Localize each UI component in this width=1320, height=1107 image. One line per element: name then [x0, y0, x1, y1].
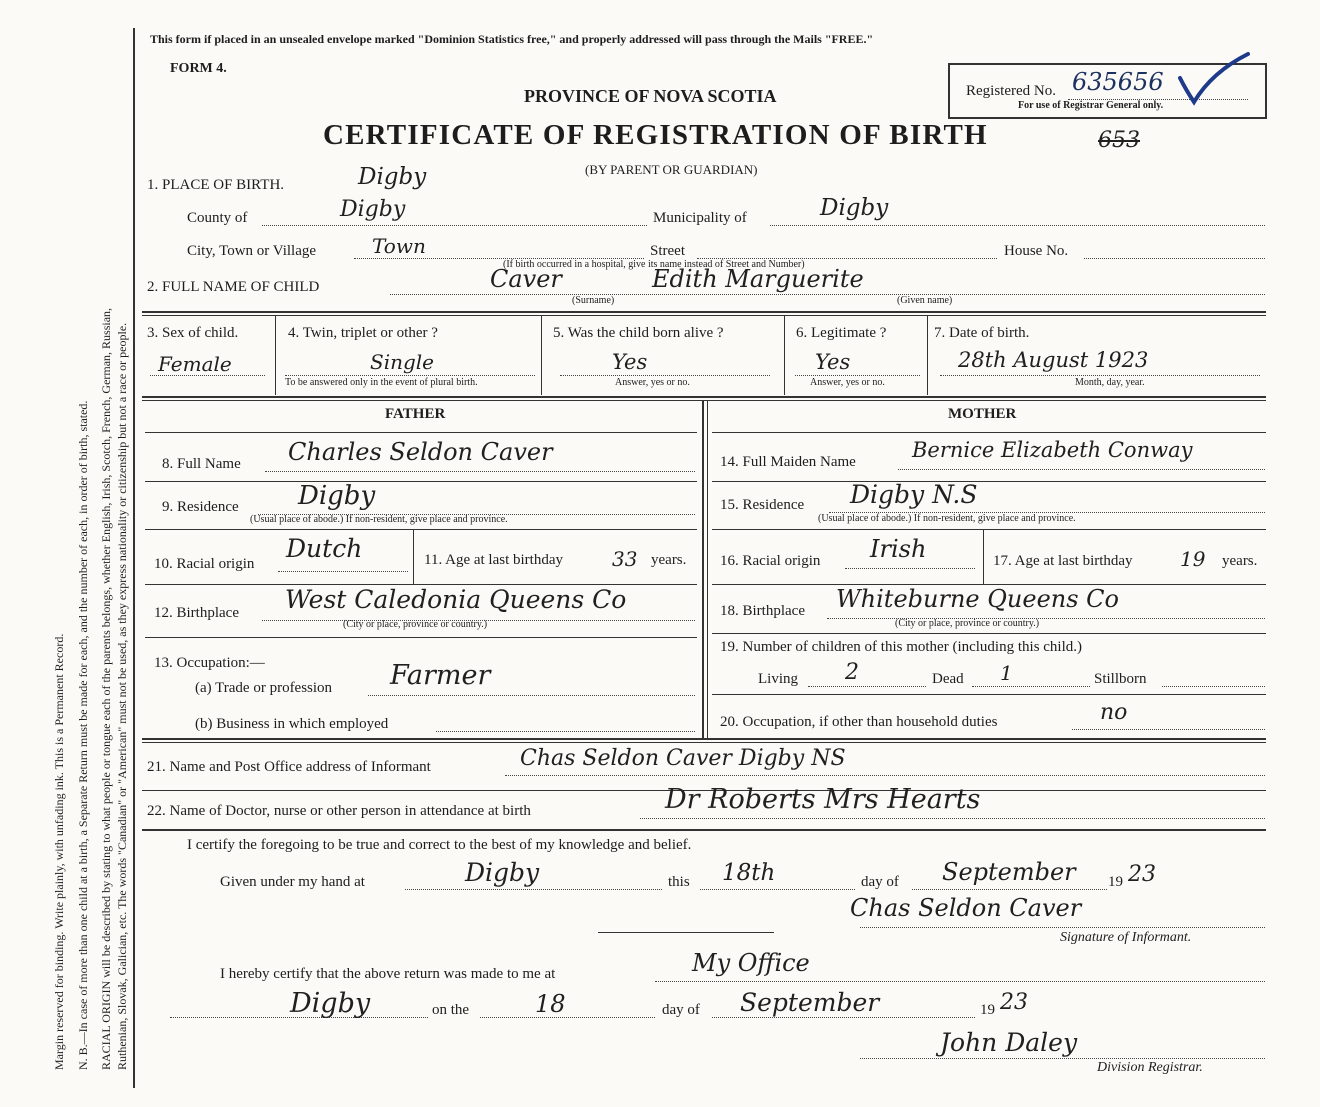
- father-heading: FATHER: [385, 406, 446, 422]
- province-heading: PROVINCE OF NOVA SCOTIA: [524, 86, 777, 106]
- house-number-label: House No.: [1004, 243, 1069, 259]
- registrar-office: My Office: [692, 949, 810, 977]
- stillborn-line: [1162, 686, 1265, 687]
- informant-signature: Chas Seldon Caver: [850, 894, 1082, 922]
- registered-label: Registered No.: [966, 83, 1056, 99]
- racial-origin-note-2: Ruthenian, Slovak, Galician, etc. The words "Canadian" or "American" must not be used, as they express nationality or citizenship but not a race or people.: [115, 322, 129, 1070]
- twin-line: [285, 375, 535, 376]
- mother-name-line: [898, 469, 1265, 470]
- alive-value: Yes: [612, 350, 648, 374]
- mother-birthplace-note: (City or place, province or country.): [895, 618, 1040, 629]
- this-label: this: [668, 874, 690, 890]
- father-residence-label: 9. Residence: [162, 499, 239, 515]
- margin-rule: [133, 28, 135, 1088]
- racial-origin-note-1: RACIAL ORIGIN will be described by stating to what people or tongue each of the parents belongs, whether English, Irish, Scotch, French, German, Russian,: [99, 307, 113, 1070]
- hospital-note: (If birth occurred in a hospital, give its name instead of Street and Number): [503, 259, 805, 270]
- city-label: City, Town or Village: [187, 243, 317, 259]
- mother-birthplace-value: Whiteburne Queens Co: [836, 585, 1119, 613]
- registrar-text: I hereby certify that the above return was made to me at: [220, 966, 556, 982]
- legitimate-label: 6. Legitimate ?: [796, 325, 887, 341]
- year-value: 23: [1128, 862, 1156, 887]
- sex-line: [150, 375, 265, 376]
- mother-name-value: Bernice Elizabeth Conway: [912, 438, 1193, 462]
- father-occupation-label: 13. Occupation:—: [154, 655, 265, 671]
- twin-note: To be answered only in the event of plural birth.: [285, 377, 478, 388]
- mother-heading: MOTHER: [948, 406, 1017, 422]
- row3-divider-3: [784, 315, 785, 395]
- father-age-value: 33: [612, 547, 638, 571]
- registrar-day-of-label: day of: [662, 1002, 700, 1018]
- informant-line: [505, 775, 1265, 776]
- twin-label: 4. Twin, triplet or other ?: [288, 325, 438, 341]
- year-prefix: 19: [1108, 874, 1123, 890]
- living-value: 2: [845, 660, 859, 685]
- legitimate-line: [795, 375, 920, 376]
- margin-note: Margin reserved for binding. Write plainly, with unfading ink. This is a Permanent Record.: [52, 633, 66, 1070]
- mother-occupation-value: no: [1100, 700, 1128, 725]
- municipality-label: Municipality of: [653, 210, 747, 226]
- day-of-label: day of: [861, 874, 899, 890]
- informant-top-rule-2: [142, 742, 1266, 743]
- father-birthplace-label: 12. Birthplace: [154, 605, 239, 621]
- surname-note: (Surname): [572, 295, 615, 306]
- registered-number: 635656: [1072, 68, 1164, 96]
- parents-divider-2: [707, 400, 708, 738]
- twin-value: Single: [370, 350, 435, 374]
- father-trade-line: [368, 695, 695, 696]
- house-number-line: [1084, 258, 1265, 259]
- place-of-birth-value: Digby: [358, 164, 427, 190]
- given-place-value: Digby: [465, 858, 540, 887]
- father-business-line: [436, 731, 695, 732]
- children-count-label: 19. Number of children of this mother (including this child.): [720, 639, 1083, 655]
- mother-race-divider: [983, 529, 984, 584]
- father-residence-value: Digby: [298, 481, 376, 511]
- certify-text: I certify the foregoing to be true and correct to the best of my knowledge and belief.: [187, 837, 692, 853]
- county-line: [262, 225, 647, 226]
- alive-label: 5. Was the child born alive ?: [553, 325, 724, 341]
- living-label: Living: [758, 671, 798, 687]
- date-of-birth-note: Month, day, year.: [1075, 377, 1145, 388]
- mother-rule-1: [712, 481, 1266, 482]
- mother-residence-value: Digby N.S: [850, 480, 978, 509]
- mother-race-line: [845, 568, 975, 569]
- sex-label: 3. Sex of child.: [147, 325, 239, 341]
- sex-value: Female: [158, 352, 232, 376]
- struck-number: 653: [1098, 128, 1140, 153]
- parents-divider: [702, 400, 704, 738]
- child-given-name: Edith Marguerite: [652, 265, 864, 293]
- father-rule-4: [145, 637, 697, 638]
- parents-top-rule-2: [142, 400, 1266, 401]
- registrar-month: September: [740, 988, 880, 1017]
- date-of-birth-label: 7. Date of birth.: [934, 325, 1030, 341]
- county-value: Digby: [340, 197, 406, 222]
- informant-value: Chas Seldon Caver Digby NS: [520, 746, 846, 771]
- father-race-divider: [413, 529, 414, 584]
- mother-occupation-line: [1072, 729, 1265, 730]
- doctor-label: 22. Name of Doctor, nurse or other person in attendance at birth: [147, 803, 531, 819]
- given-place-line: [405, 889, 662, 890]
- father-rule-2: [145, 529, 697, 530]
- month-value: September: [942, 858, 1076, 886]
- alive-note: Answer, yes or no.: [615, 377, 690, 388]
- municipality-value: Digby: [820, 195, 889, 221]
- informant-top-rule: [142, 738, 1266, 740]
- row3-divider-2: [541, 315, 542, 395]
- form-number: FORM 4.: [170, 61, 227, 76]
- father-birthplace-value: West Caledonia Queens Co: [285, 585, 627, 614]
- mother-rule-5: [712, 694, 1266, 695]
- given-label: Given under my hand at: [220, 874, 365, 890]
- legitimate-value: Yes: [815, 350, 851, 374]
- father-birthplace-note: (City or place, province or country.): [343, 619, 488, 630]
- registrar-day: 18: [535, 990, 566, 1018]
- row3-top-rule: [142, 311, 1266, 313]
- street-label: Street: [650, 243, 685, 259]
- mother-race-label: 16. Racial origin: [720, 553, 821, 569]
- doctor-line: [640, 818, 1265, 819]
- nb-note: N. B.—In case of more than one child at a birth, a Separate Return must be made for each, and the number of each, in order of birth, stated.: [76, 400, 90, 1070]
- registrar-signature-line: [860, 1058, 1265, 1059]
- registrar-place: Digby: [290, 988, 371, 1019]
- parents-top-rule: [142, 396, 1266, 398]
- row3-divider-4: [927, 315, 928, 395]
- alive-line: [560, 375, 770, 376]
- father-race-value: Dutch: [286, 534, 363, 563]
- child-surname: Caver: [490, 265, 562, 293]
- document-subtitle: (BY PARENT OR GUARDIAN): [585, 162, 758, 177]
- mother-birthplace-label: 18. Birthplace: [720, 603, 805, 619]
- date-of-birth-value: 28th August 1923: [958, 348, 1149, 372]
- mother-name-label: 14. Full Maiden Name: [720, 454, 856, 470]
- living-line: [808, 686, 926, 687]
- father-residence-note: (Usual place of abode.) If non-resident, give place and province.: [250, 514, 508, 525]
- father-name-label: 8. Full Name: [162, 456, 241, 472]
- city-value: Town: [372, 234, 426, 258]
- father-business-label: (b) Business in which employed: [195, 716, 389, 732]
- day-line: [700, 889, 855, 890]
- child-name-label: 2. FULL NAME OF CHILD: [147, 279, 320, 295]
- father-name-value: Charles Seldon Caver: [288, 438, 553, 466]
- doctor-value: Dr Roberts Mrs Hearts: [665, 784, 981, 815]
- dead-value: 1: [1000, 661, 1013, 685]
- registrar-use-note: For use of Registrar General only.: [1018, 100, 1164, 111]
- mother-residence-label: 15. Residence: [720, 497, 805, 513]
- separator-rule: [598, 932, 774, 933]
- father-heading-rule: [145, 432, 697, 433]
- registrar-month-line: [712, 1017, 975, 1018]
- father-race-line: [278, 571, 408, 572]
- registrar-signature: John Daley: [940, 1028, 1078, 1057]
- given-name-note: (Given name): [897, 295, 953, 306]
- registrar-year-prefix: 19: [980, 1002, 995, 1018]
- mother-birthplace-line: [827, 618, 1265, 619]
- mother-age-label: 17. Age at last birthday: [993, 553, 1133, 569]
- signature-line: [860, 927, 1265, 928]
- mother-race-value: Irish: [870, 535, 927, 563]
- father-name-line: [265, 471, 695, 472]
- day-value: 18th: [722, 860, 776, 886]
- father-rule-1: [145, 481, 697, 482]
- registrar-signature-label: Division Registrar.: [1097, 1060, 1203, 1075]
- mother-occupation-label: 20. Occupation, if other than household duties: [720, 714, 998, 730]
- legitimate-note: Answer, yes or no.: [810, 377, 885, 388]
- informant-label: 21. Name and Post Office address of Informant: [147, 759, 431, 775]
- date-of-birth-line: [940, 375, 1260, 376]
- mother-residence-note: (Usual place of abode.) If non-resident, give place and province.: [818, 513, 1076, 524]
- registrar-day-line: [480, 1017, 655, 1018]
- dead-label: Dead: [932, 671, 964, 687]
- on-the-label: on the: [432, 1002, 470, 1018]
- mother-years-label: years.: [1222, 553, 1258, 569]
- municipality-line: [770, 225, 1265, 226]
- mother-age-value: 19: [1180, 547, 1206, 571]
- father-age-label: 11. Age at last birthday: [424, 552, 563, 568]
- place-of-birth-label: 1. PLACE OF BIRTH.: [147, 177, 285, 193]
- county-label: County of: [187, 210, 248, 226]
- stillborn-label: Stillborn: [1094, 671, 1147, 687]
- father-years-label: years.: [651, 552, 687, 568]
- row3-top-rule-2: [142, 315, 1266, 316]
- check-mark-icon: [1172, 50, 1252, 110]
- office-line: [655, 981, 1265, 982]
- father-race-label: 10. Racial origin: [154, 556, 255, 572]
- mother-rule-4: [712, 633, 1266, 634]
- document-title: CERTIFICATE OF REGISTRATION OF BIRTH: [323, 119, 988, 151]
- mother-rule-2: [712, 529, 1266, 530]
- father-trade-value: Farmer: [390, 660, 491, 691]
- mother-heading-rule: [712, 432, 1266, 433]
- row3-divider-1: [275, 315, 276, 395]
- certify-top-rule: [142, 829, 1266, 831]
- registrar-year: 23: [1000, 990, 1028, 1015]
- month-line: [912, 889, 1107, 890]
- mail-notice: This form if placed in an unsealed envelope marked "Dominion Statistics free," and properly addressed will pass through the Mails "FREE.": [150, 32, 874, 46]
- child-name-line: [390, 294, 1265, 295]
- father-trade-label: (a) Trade or profession: [195, 680, 333, 696]
- dead-line: [972, 686, 1090, 687]
- signature-label: Signature of Informant.: [1060, 930, 1192, 945]
